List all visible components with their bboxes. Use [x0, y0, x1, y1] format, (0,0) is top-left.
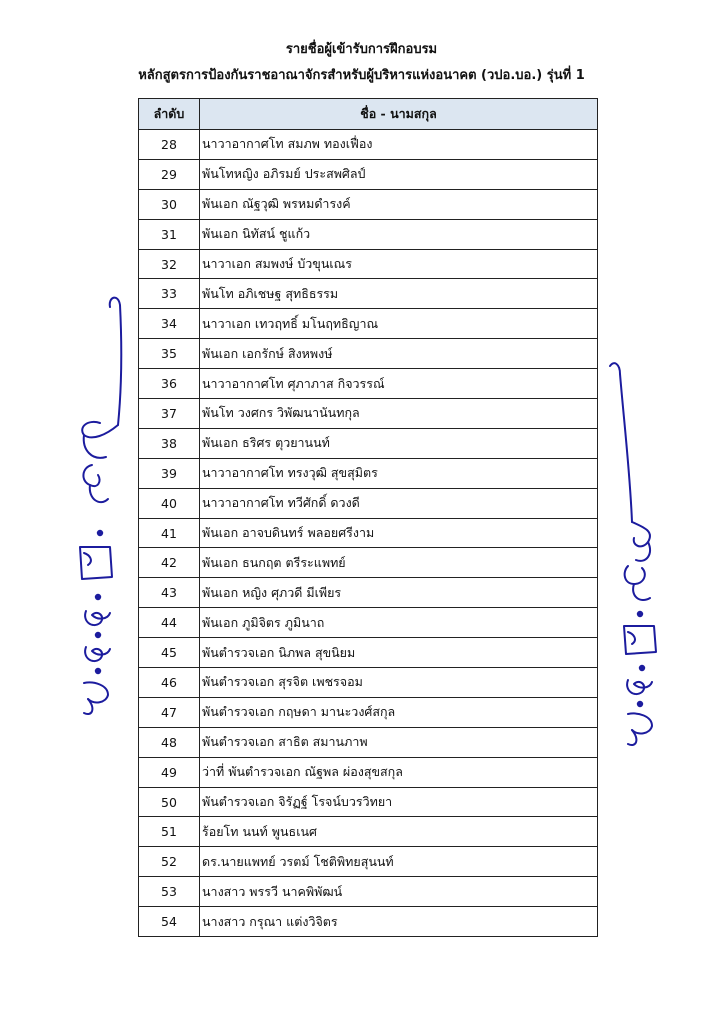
row-order-number: 50	[139, 787, 200, 817]
row-participant-name: ร้อยโท นนท์ พูนธเนศ	[200, 817, 598, 847]
table-row	[139, 428, 598, 458]
row-order-number: 36	[139, 369, 200, 399]
row-order-number: 54	[139, 907, 200, 937]
row-participant-name: พันเอก หญิง ศุภวดี มีเพียร	[200, 578, 598, 608]
row-participant-name: พันตำรวจเอก สาธิต สมานภาพ	[200, 727, 598, 757]
table-row	[139, 907, 598, 937]
row-participant-name: ว่าที่ พันตำรวจเอก ณัฐพล ผ่องสุขสกุล	[200, 757, 598, 787]
table-row	[139, 697, 598, 727]
table-row	[139, 518, 598, 548]
name-column-header: ชื่อ - นามสกุล	[200, 99, 598, 130]
row-order-number: 32	[139, 249, 200, 279]
table-row	[139, 130, 598, 160]
row-order-number: 29	[139, 159, 200, 189]
row-order-number: 41	[139, 518, 200, 548]
row-order-number: 35	[139, 339, 200, 369]
row-participant-name: พันโท อภิเชษฐ สุทธิธรรม	[200, 279, 598, 309]
row-order-number: 45	[139, 638, 200, 668]
row-order-number: 52	[139, 847, 200, 877]
row-participant-name: พันโทหญิง อภิรมย์ ประสพศิลป์	[200, 159, 598, 189]
row-participant-name: พันเอก ธนกฤต ตรีระแพทย์	[200, 548, 598, 578]
row-participant-name: พันเอก นิทัสน์ ชูแก้ว	[200, 219, 598, 249]
row-participant-name: นาวาอากาศโท ศุภาภาส กิจวรรณ์	[200, 369, 598, 399]
table-row	[139, 219, 598, 249]
table-row	[139, 339, 598, 369]
row-participant-name: นาวาเอก เทวฤทธิ์ มโนฤทธิญาณ	[200, 309, 598, 339]
row-participant-name: พันเอก เอกรักษ์ สิงหพงษ์	[200, 339, 598, 369]
table-row	[139, 249, 598, 279]
row-participant-name: พันเอก ณัฐวุฒิ พรหมดำรงค์	[200, 189, 598, 219]
row-order-number: 39	[139, 458, 200, 488]
row-order-number: 44	[139, 608, 200, 638]
table-row	[139, 369, 598, 399]
signature-right	[598, 352, 678, 752]
row-participant-name: นาวาอากาศโท ทวีศักดิ์ ดวงดี	[200, 488, 598, 518]
table-row	[139, 578, 598, 608]
row-order-number: 40	[139, 488, 200, 518]
row-participant-name: พันเอก อาจบดินทร์ พลอยศรีงาม	[200, 518, 598, 548]
table-row	[139, 787, 598, 817]
row-order-number: 53	[139, 877, 200, 907]
participant-table	[138, 98, 598, 937]
row-order-number: 46	[139, 668, 200, 698]
table-row	[139, 458, 598, 488]
table-row	[139, 727, 598, 757]
table-row	[139, 488, 598, 518]
row-participant-name: พันตำรวจเอก สุรจิต เพชรจอม	[200, 668, 598, 698]
table-row	[139, 847, 598, 877]
row-participant-name: นางสาว พรรวี นาคพิพัฒน์	[200, 877, 598, 907]
row-order-number: 49	[139, 757, 200, 787]
row-order-number: 43	[139, 578, 200, 608]
row-participant-name: นางสาว กรุณา แต่งวิจิตร	[200, 907, 598, 937]
table-row	[139, 548, 598, 578]
table-row	[139, 159, 598, 189]
row-order-number: 48	[139, 727, 200, 757]
table-row	[139, 399, 598, 429]
row-participant-name: พันเอก ภูมิจิตร ภูมินาถ	[200, 608, 598, 638]
row-participant-name: พันตำรวจเอก กฤษดา มานะวงศ์สกุล	[200, 697, 598, 727]
row-participant-name: นาวาอากาศโท สมภพ ทองเฟื่อง	[200, 130, 598, 160]
row-order-number: 31	[139, 219, 200, 249]
row-order-number: 47	[139, 697, 200, 727]
row-participant-name: พันโท วงศกร วิพัฒนานันทกุล	[200, 399, 598, 429]
row-participant-name: พันตำรวจเอก นิภพล สุขนิยม	[200, 638, 598, 668]
row-participant-name: พันเอก ธริศร ตุวยานนท์	[200, 428, 598, 458]
table-row	[139, 189, 598, 219]
row-order-number: 34	[139, 309, 200, 339]
document-title: รายชื่อผู้เข้ารับการฝึกอบรม	[285, 42, 438, 57]
row-order-number: 33	[139, 279, 200, 309]
row-order-number: 51	[139, 817, 200, 847]
row-order-number: 37	[139, 399, 200, 429]
table-row	[139, 668, 598, 698]
table-header-row	[139, 99, 598, 130]
table-body	[139, 130, 598, 937]
table-row	[139, 757, 598, 787]
row-participant-name: ดร.นายแพทย์ วรตม์ โชติพิทยสุนนท์	[200, 847, 598, 877]
table-row	[139, 608, 598, 638]
row-participant-name: พันตำรวจเอก จิรัฏฐ์ โรจน์บวรวิทยา	[200, 787, 598, 817]
order-column-header: ลำดับ	[139, 99, 200, 130]
table-row	[139, 877, 598, 907]
signature-left	[48, 285, 128, 725]
row-participant-name: นาวาอากาศโท ทรงวุฒิ สุขสุมิตร	[200, 458, 598, 488]
row-participant-name: นาวาเอก สมพงษ์ บัวขุนเณร	[200, 249, 598, 279]
row-order-number: 42	[139, 548, 200, 578]
row-order-number: 28	[139, 130, 200, 160]
row-order-number: 38	[139, 428, 200, 458]
course-subtitle: หลักสูตรการป้องกันราชอาณาจักรสำหรับผู้บริหารแห่งอนาคต (วปอ.บอ.) รุ่นที่ 1	[138, 68, 585, 83]
table-row	[139, 279, 598, 309]
row-order-number: 30	[139, 189, 200, 219]
table-row	[139, 817, 598, 847]
table-row	[139, 309, 598, 339]
table-row	[139, 638, 598, 668]
